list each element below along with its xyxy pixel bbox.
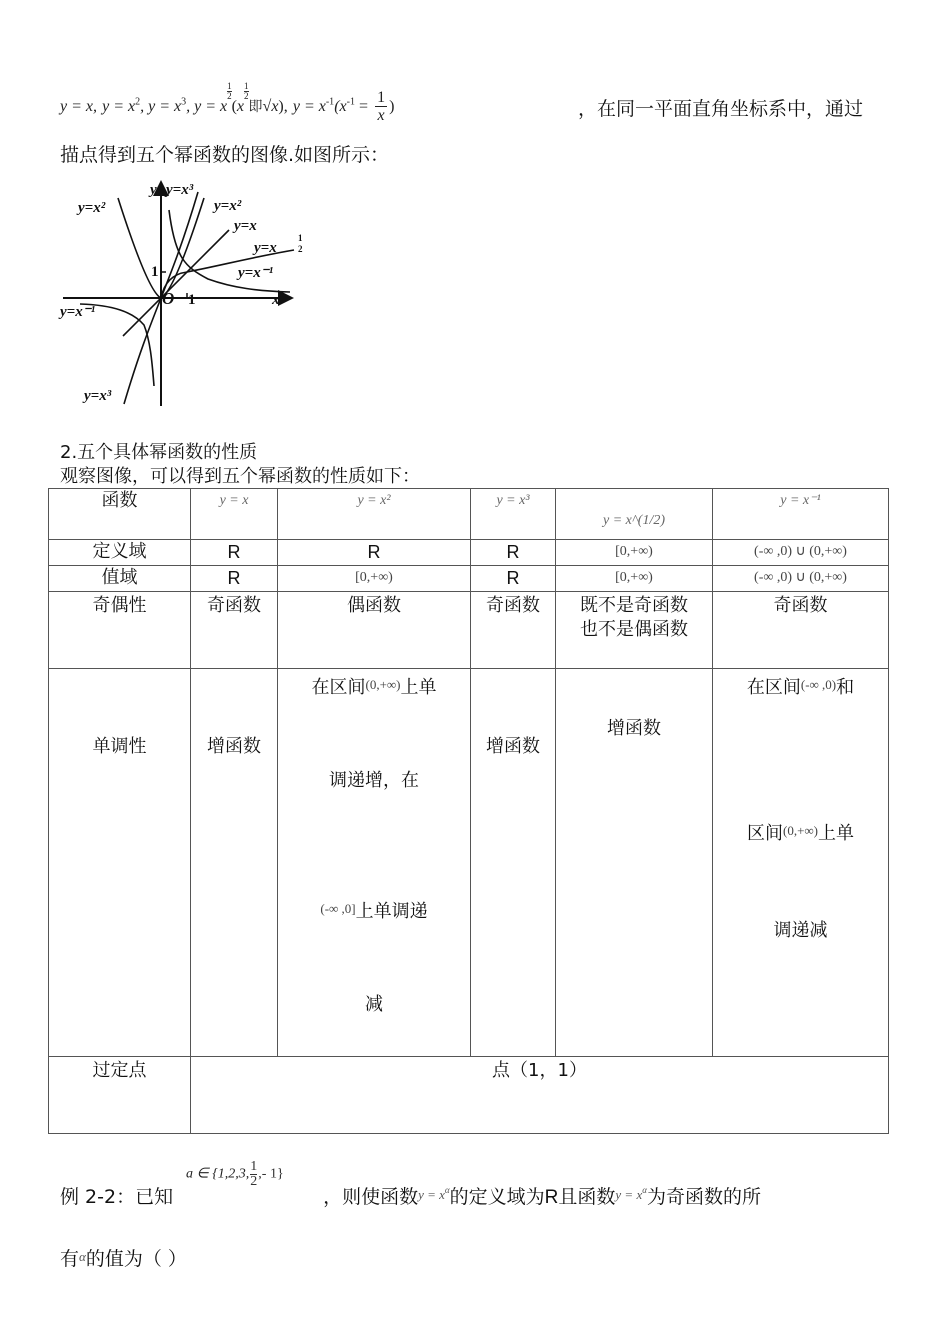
power-function-properties-table [48,488,889,1134]
intro-line-1 [60,62,900,122]
formula-paren-x: (x [334,98,347,115]
table-row-range [49,566,889,592]
cell-text: 调递减 [773,920,828,941]
intro-line-1-text: ，在同一平面直角坐标系中，通过 [578,98,864,120]
cell-func-x-half: y = x^(1/2) [556,489,713,540]
table-cell: R [471,566,556,592]
table-cell: R [191,540,278,566]
table-cell: (-∞ ,0) ∪ (0,+∞) [713,540,889,566]
table-cell-merged: 点（1，1） [191,1057,889,1134]
formula-exponent: -1 [346,96,355,108]
label-x-inverse-left: y=x⁻¹ [60,304,96,320]
example-exponent: α [642,1185,647,1195]
paren: ) [389,98,395,115]
row-header: 函数 [49,489,191,540]
example-text: 的值为（ ） [85,1248,187,1270]
table-cell [556,592,713,669]
exp-denominator: 2 [244,91,249,101]
fraction-denominator: 2 [250,1174,258,1189]
formula-ji: 即 [248,99,263,115]
cell-text-part: 在区间 [311,677,366,698]
table-cell: 奇函数 [191,592,278,669]
section-description: 观察图像，可以得到五个幂函数的性质如下： [60,466,420,487]
formula-y-eq-x3: , y = x [140,98,182,115]
cell-text [278,673,470,700]
example-exponent: α [444,1185,450,1195]
interval: (-∞ ,0] [320,901,356,916]
table-cell: 奇函数 [471,592,556,669]
label-x-half-num: 1 [298,233,303,243]
exp-numerator: 1 [227,81,232,91]
cell-text [713,673,888,700]
cell-text-part: 和 [836,677,855,698]
table-cell [471,669,556,1057]
cell-text-part: 上单 [818,823,854,844]
label-x-squared-left: y=x² [78,200,106,216]
cell-text-part: 上单 [400,677,437,698]
table-cell: R [191,566,278,592]
exp-numerator: 1 [244,81,249,91]
table-cell: [0,+∞) [278,566,471,592]
cell-line: 也不是偶函数 [580,619,688,640]
table-cell: [0,+∞) [556,540,713,566]
power-functions-graph [58,180,328,410]
cell-text-part: 区间 [746,823,783,844]
table-cell [191,669,278,1057]
set-part: a ∈ {1,2,3, [186,1166,250,1182]
table-row-fixed-point [49,1057,889,1134]
formula-exponent: 3 [181,96,187,108]
formula-y-eq-x-half: , y = x [186,98,228,115]
row-header [49,669,191,1057]
cell-line: 既不是奇函数 [580,595,688,616]
table-row-monotonicity [49,669,889,1057]
formula-exponent: -1 [325,96,335,108]
cell-text: 增函数 [207,736,261,757]
table-cell: R [471,540,556,566]
power-function-list [60,82,394,124]
table-cell [278,669,471,1057]
example-text: ，则使函数 [323,1186,419,1208]
label-x-half: y=x [254,240,277,256]
cell-func-x3: y = x³ [471,489,556,540]
example-text: 的定义域为 [449,1186,545,1208]
cell-text-part: 在区间 [746,677,801,698]
cell-text [713,819,888,846]
cell-text: 减 [365,994,383,1015]
cell-text: 调递增，在 [329,770,419,791]
interval: (0,+∞) [782,823,818,838]
cell-text [278,897,470,924]
formula-inner-x: x [236,98,245,115]
cell-text: 增函数 [607,718,661,739]
example-line-1 [60,1182,761,1209]
paren: ( [231,98,237,115]
y-one-label: 1 [151,264,159,280]
table-row-parity [49,592,889,669]
fraction-numerator: 1 [250,1159,258,1174]
formula-y-eq-x2: y = x [102,98,136,115]
table-cell: 偶函数 [278,592,471,669]
example-line-2 [60,1244,187,1271]
table-cell: R [278,540,471,566]
formula-sqrt-x: √x [262,98,279,115]
table-cell: 奇函数 [713,592,889,669]
interval: (-∞ ,0) [800,677,837,692]
table-cell: (-∞ ,0) ∪ (0,+∞) [713,566,889,592]
label-x-inverse-right: y=x⁻¹ [238,265,274,281]
section-title: 2.五个具体幂函数的性质 [60,442,258,463]
example-function-1: y = x [418,1187,445,1202]
intro-line-2: 描点得到五个幂函数的图像.如图所示： [60,144,390,166]
row-header: 奇偶性 [49,592,191,669]
label-x-cubed-bottom: y=x³ [84,388,112,404]
cell-func-x2: y = x² [278,489,471,540]
example-alpha: α [79,1249,86,1264]
formula-equals: = [354,98,368,115]
row-header: 值域 [49,566,191,592]
example-prefix: 例 2-2：已知 [60,1186,174,1208]
label-x-half-den: 2 [298,244,303,254]
formula-fraction [375,89,387,124]
paren: ), [278,98,288,115]
exp-denominator: 2 [227,91,232,101]
fraction-numerator: 1 [377,89,386,106]
table-cell [556,669,713,1057]
table-cell [713,669,889,1057]
cell-func-x: y = x [191,489,278,540]
cell-text: 增函数 [486,736,540,757]
label-x-squared-right: y=x² [214,198,242,214]
label-x-linear: y=x [234,218,257,234]
set-part: ,- 1} [258,1166,284,1182]
table-cell: [0,+∞) [556,566,713,592]
cell-func-x-inv: y = x⁻¹ [713,489,889,540]
y-axis-label: y [150,182,157,198]
origin-label: O [162,289,175,308]
formula-exponent: 2 [135,96,141,108]
example-text: 有 [60,1248,80,1270]
example-R: R [544,1187,559,1208]
formula-y-eq-x-inv: y = x [292,98,326,115]
label-x-cubed-top: y=x³ [166,182,194,198]
row-header: 定义域 [49,540,191,566]
row-header: 过定点 [49,1057,191,1134]
example-text: 为奇函数的所 [646,1186,761,1208]
row-header-text: 单调性 [92,736,147,757]
example-2-2 [60,1160,900,1280]
cell-text-part: 上单调递 [355,901,428,922]
example-function-2: y = x [615,1187,643,1202]
interval: (0,+∞) [365,677,401,692]
table-row-function [49,489,889,540]
formula-y-eq-x: y = x, [60,98,97,115]
x-one-label: 1 [188,292,196,308]
example-text: 且函数 [558,1186,616,1208]
x-axis-label: x [272,292,280,308]
fraction-denominator: x [377,107,385,124]
table-row-domain [49,540,889,566]
